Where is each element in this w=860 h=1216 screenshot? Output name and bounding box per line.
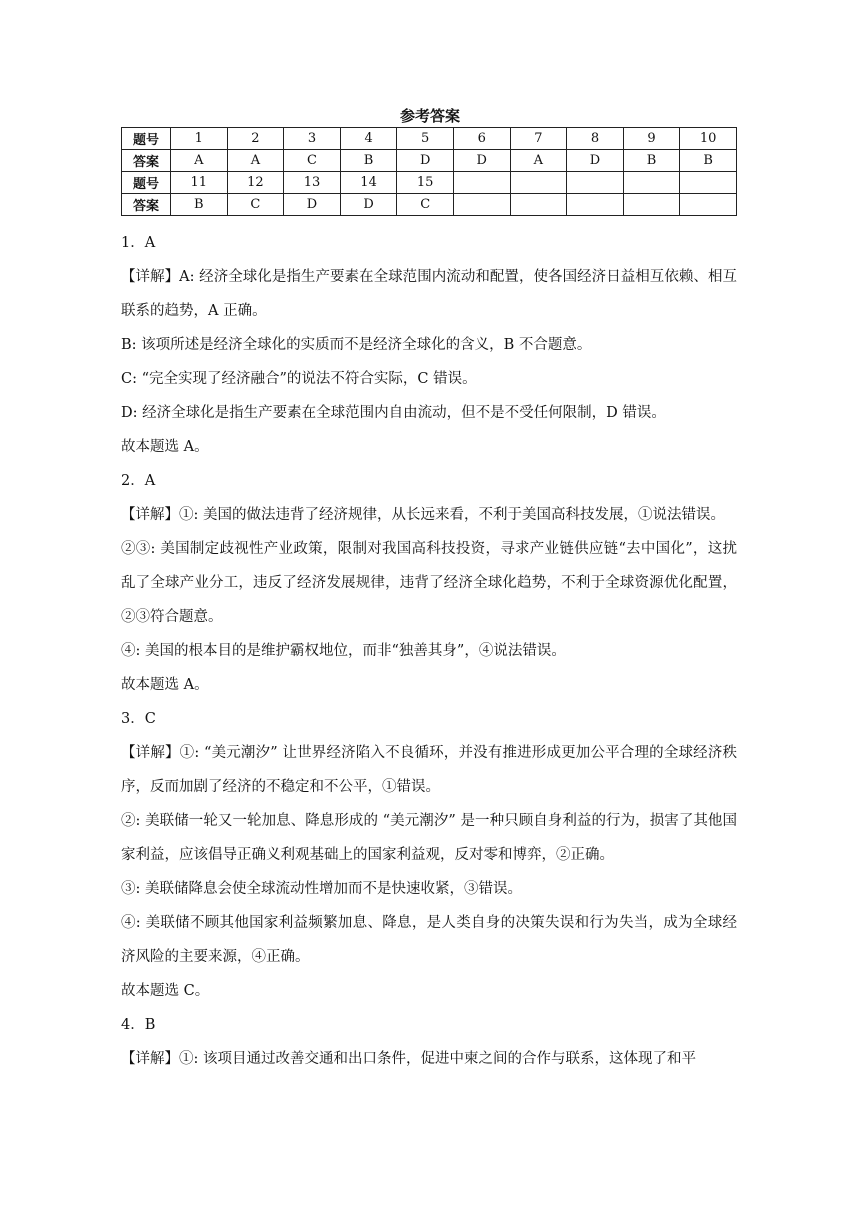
table-cell: A [510,150,567,172]
explanation-line: 【详解】①: 该项目通过改善交通和出口条件，促进中柬之间的合作与联系，这体现了和平 [121,1051,696,1067]
question-answer-heading: 3．C [121,711,156,727]
row-header: 答案 [122,150,171,172]
explanation-line: ②③: 美国制定歧视性产业政策，限制对我国高科技投资，寻求产业链供应链“去中国化”，这扰乱了全球产业分工，违反了经济发展规律，违背了经济全球化趋势，不利于全球资源优化配置，②③符合题意。 [121,541,737,625]
table-cell: 14 [340,172,397,194]
explanation-line: ③: 美联储降息会使全球流动性增加而不是快速收紧，③错误。 [121,881,522,897]
table-cell: B [340,150,397,172]
table-row [122,150,737,172]
table-cell: 9 [623,128,680,150]
explanation-line: B: 该项所述是经济全球化的实质而不是经济全球化的含义，B 不合题意。 [121,337,592,353]
table-row [122,194,737,216]
table-cell: C [284,150,341,172]
table-cell: D [284,194,341,216]
table-cell: 10 [680,128,737,150]
table-cell [680,172,737,194]
explanation-line: C: “完全实现了经济融合”的说法不符合实际，C 错误。 [121,371,477,387]
table-cell: D [567,150,624,172]
explanation-line: 故本题选 A。 [121,439,209,455]
table-cell: D [453,150,510,172]
table-cell: B [171,194,228,216]
table-cell [567,194,624,216]
table-row [122,172,737,194]
explanation-line: 【详解】①: “美元潮汐” 让世界经济陷入不良循环，并没有推进形成更加公平合理的全球经济秩序，反而加剧了经济的不稳定和不公平，①错误。 [121,745,737,795]
table-cell: 4 [340,128,397,150]
explanation-line: 故本题选 A。 [121,677,209,693]
table-cell: C [227,194,284,216]
table-cell: 5 [397,128,454,150]
table-cell [567,172,624,194]
table-cell [680,194,737,216]
table-cell: A [227,150,284,172]
table-cell: 7 [510,128,567,150]
row-header: 答案 [122,194,171,216]
explanation-line: D: 经济全球化是指生产要素在全球范围内自由流动，但不是不受任何限制，D 错误。 [121,405,666,421]
page-title: 参考答案 [399,107,460,125]
question-answer-heading: 4．B [121,1017,156,1033]
answer-table [121,127,737,216]
table-cell: B [680,150,737,172]
table-cell: 3 [284,128,341,150]
table-cell: 2 [227,128,284,150]
table-cell: B [623,150,680,172]
table-cell [623,194,680,216]
explanation-line: 故本题选 C。 [121,983,210,999]
explanation-body [121,226,737,1076]
table-cell: 13 [284,172,341,194]
table-cell: 11 [171,172,228,194]
table-cell: D [397,150,454,172]
table-cell [510,194,567,216]
table-cell [453,172,510,194]
explanation-line: 【详解】①: 美国的做法违背了经济规律，从长远来看，不利于美国高科技发展，①说法错误。 [121,507,725,523]
table-cell: 8 [567,128,624,150]
explanation-line: ④: 美国的根本目的是维护霸权地位，而非“独善其身”，④说法错误。 [121,643,566,659]
explanation-line: 【详解】A: 经济全球化是指生产要素在全球范围内流动和配置，使各国经济日益相互依赖、相互联系的趋势，A 正确。 [121,269,737,319]
row-header: 题号 [122,128,171,150]
table-cell [453,194,510,216]
table-cell: C [397,194,454,216]
question-answer-heading: 2．A [121,473,156,489]
table-cell: A [171,150,228,172]
table-cell: 15 [397,172,454,194]
row-header: 题号 [122,172,171,194]
table-cell: D [340,194,397,216]
table-cell: 6 [453,128,510,150]
explanation-line: ④: 美联储不顾其他国家利益频繁加息、降息，是人类自身的决策失误和行为失当，成为全球经济风险的主要来源，④正确。 [121,915,737,965]
table-cell: 12 [227,172,284,194]
question-answer-heading: 1．A [121,235,156,251]
table-row [122,128,737,150]
table-cell: 1 [171,128,228,150]
table-cell [623,172,680,194]
table-cell [510,172,567,194]
explanation-line: ②: 美联储一轮又一轮加息、降息形成的 “美元潮汐” 是一种只顾自身利益的行为，损害了其他国家利益，应该倡导正确义利观基础上的国家利益观，反对零和博弈，②正确。 [121,813,737,863]
